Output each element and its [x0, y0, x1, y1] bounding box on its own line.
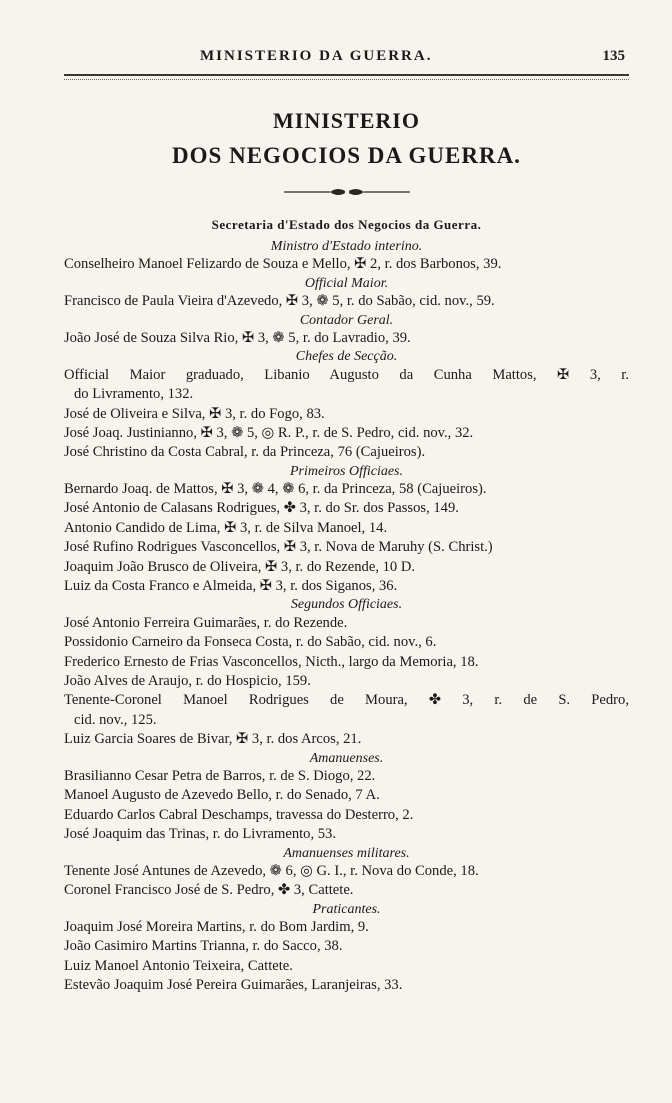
staff-entry: Joaquim João Brusco de Oliveira, ✠ 3, r. do Rezende, 10 D. — [64, 558, 416, 575]
staff-entry: Bernardo Joaq. de Mattos, ✠ 3, ❁ 4, ❁ 6, r. da Princeza, 58 (Cajueiros). — [64, 481, 487, 498]
staff-entry: Eduardo Carlos Cabral Deschamps, travessa do Desterro, 2. — [64, 806, 414, 823]
rank-heading: Chefes de Secção. — [295, 349, 398, 365]
staff-entry: José Christino da Costa Cabral, r. da Princeza, 76 (Cajueiros). — [64, 444, 426, 461]
staff-entry: Manoel Augusto de Azevedo Bello, r. do Senado, 7 A. — [64, 787, 380, 804]
staff-entry: Francisco de Paula Vieira d'Azevedo, ✠ 3, ❁ 5, r. do Sabão, cid. nov., 59. — [64, 293, 495, 310]
staff-entry: Luiz Manoel Antonio Teixeira, Cattete. — [64, 957, 293, 974]
rank-heading: Segundos Officiaes. — [290, 597, 403, 613]
header-rule — [64, 74, 629, 80]
staff-entry: Antonio Candido de Lima, ✠ 3, r. de Silva Manoel, 14. — [64, 519, 388, 536]
running-header — [64, 48, 629, 70]
staff-entry: Coronel Francisco José de S. Pedro, ✤ 3, Cattete. — [64, 882, 354, 899]
rank-heading: Ministro d'Estado interino. — [270, 239, 423, 254]
page-number: 135 — [602, 48, 625, 64]
staff-entry: Luiz Garcia Soares de Bivar, ✠ 3, r. dos Arcos, 21. — [64, 731, 362, 748]
staff-entry: José Rufino Rodrigues Vasconcellos, ✠ 3, r. Nova de Maruhy (S. Christ.) — [64, 539, 493, 556]
staff-entry: Conselheiro Manoel Felizardo de Souza e Mello, ✠ 2, r. dos Barbonos, 39. — [64, 256, 502, 273]
staff-entry: João Casimiro Martins Trianna, r. do Sacco, 38. — [64, 938, 343, 955]
staff-entry: Tenente-Coronel Manoel Rodrigues de Moura, ✤ 3, r. de S. Pedro, — [64, 692, 629, 709]
running-title: MINISTERIO DA GUERRA. — [200, 48, 433, 64]
staff-entry: Luiz da Costa Franco e Almeida, ✠ 3, r. dos Siganos, 36. — [64, 578, 398, 595]
staff-entry: Brasilianno Cesar Petra de Barros, r. de S. Diogo, 22. — [64, 767, 376, 784]
staff-entry: Official Maior graduado, Libanio Augusto da Cunha Mattos, ✠ 3, r. — [64, 366, 629, 383]
rank-heading: Contador Geral. — [299, 312, 394, 328]
staff-entry: José de Oliveira e Silva, ✠ 3, r. do Fogo, 83. — [64, 405, 325, 422]
secretaria-heading: Secretaria d'Estado dos Negocios da Guerra. — [211, 217, 482, 232]
staff-entry: José Joaquim das Trinas, r. do Livramento, 53. — [64, 826, 337, 843]
staff-entry: Joaquim José Moreira Martins, r. do Bom Jardim, 9. — [64, 919, 369, 936]
rank-heading: Praticantes. — [312, 901, 381, 917]
staff-entry: Frederico Ernesto de Frias Vasconcellos, Nicth., largo da Memoria, 18. — [64, 653, 479, 670]
staff-entry: José Antonio de Calasans Rodrigues, ✤ 3, r. do Sr. dos Passos, 149. — [64, 500, 459, 517]
staff-entry: Tenente José Antunes de Azevedo, ❁ 6, ◎ G. I., r. Nova do Conde, 18. — [64, 862, 479, 879]
staff-listing — [64, 238, 629, 996]
section-subtitle: DOS NEGOCIOS DA GUERRA. — [172, 143, 521, 168]
rank-heading: Official Maior. — [304, 275, 389, 291]
staff-entry: Possidonio Carneiro da Fonseca Costa, r. do Sabão, cid. nov., 6. — [64, 634, 437, 651]
ornament-divider — [282, 186, 412, 198]
rank-heading: Amanuenses militares. — [283, 845, 410, 861]
staff-entry: José Antonio Ferreira Guimarães, r. do Rezende. — [64, 614, 348, 631]
section-title: MINISTERIO — [273, 108, 420, 133]
staff-entry: João José de Souza Silva Rio, ✠ 3, ❁ 5, r. do Lavradio, 39. — [64, 329, 411, 346]
staff-entry: José Joaq. Justinianno, ✠ 3, ❁ 5, ◎ R. P., r. de S. Pedro, cid. nov., 32. — [64, 424, 474, 441]
rank-heading: Amanuenses. — [309, 750, 384, 766]
entry-continuation: cid. nov., 125. — [74, 711, 157, 728]
staff-entry: João Alves de Araujo, r. do Hospicio, 159. — [64, 672, 311, 689]
rank-heading: Primeiros Officiaes. — [289, 463, 404, 479]
staff-entry: Estevão Joaquim José Pereira Guimarães, Laranjeiras, 33. — [64, 977, 403, 994]
entry-continuation: do Livramento, 132. — [74, 386, 194, 403]
